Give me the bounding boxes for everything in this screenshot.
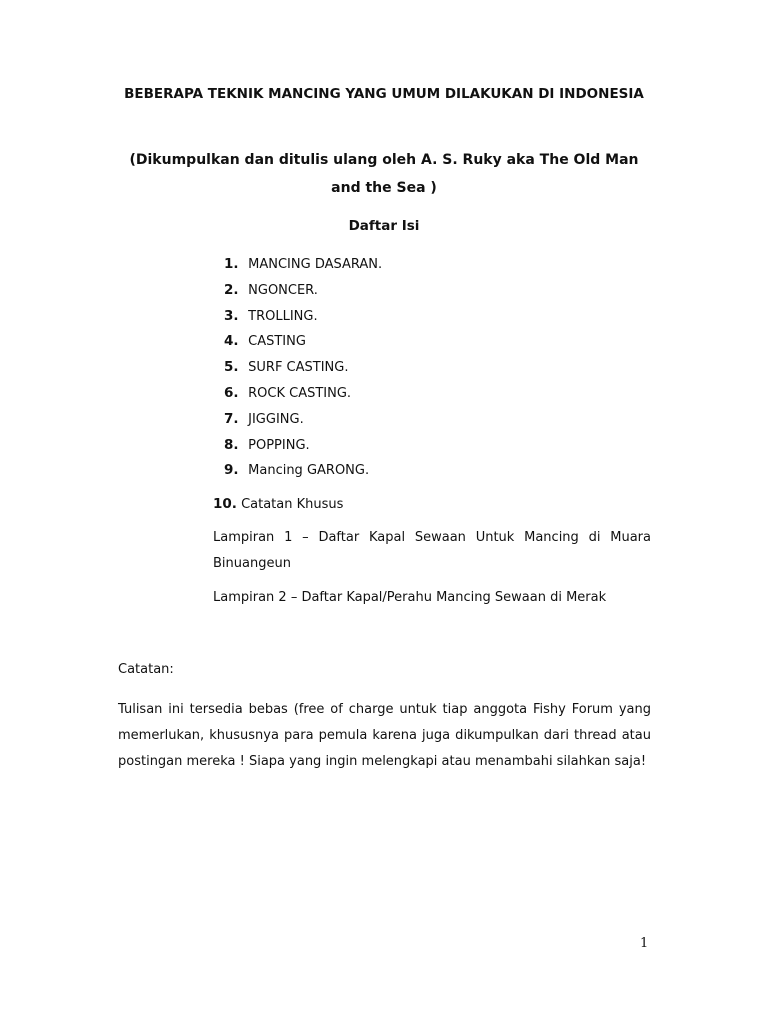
toc-item-number: 2. xyxy=(224,281,239,298)
toc-item xyxy=(224,458,382,484)
toc-item xyxy=(224,407,382,433)
toc-item-label: JIGGING. xyxy=(248,411,304,427)
toc-item-label: SURF CASTING. xyxy=(248,360,349,376)
toc-item-label: POPPING. xyxy=(248,437,310,453)
toc-item-number: 9. xyxy=(224,462,239,479)
toc-item-number: 1. xyxy=(224,256,239,272)
toc-item-number: 10. xyxy=(213,496,237,512)
toc-item-label: ROCK CASTING. xyxy=(248,385,352,401)
toc-item-label: CASTING xyxy=(248,334,306,350)
note-heading: Catatan: xyxy=(118,662,174,677)
toc-item xyxy=(224,355,382,381)
toc-item-label: Mancing GARONG. xyxy=(248,463,370,479)
appendix-item: Lampiran 2 – Daftar Kapal/Perahu Mancing Sewaan di Merak xyxy=(213,590,607,605)
appendix-item: Lampiran 1 – Daftar Kapal Sewaan Untuk Mancing di Muara Binuangeun xyxy=(213,530,651,571)
page-number: 1 xyxy=(640,936,649,951)
table-of-contents xyxy=(224,252,382,484)
document-title: BEBERAPA TEKNIK MANCING YANG UMUM DILAKUKAN DI INDONESIA xyxy=(124,86,644,102)
toc-item-label: TROLLING. xyxy=(248,308,318,324)
toc-item xyxy=(224,252,382,278)
toc-item-number: 8. xyxy=(224,436,239,453)
toc-item-number: 3. xyxy=(224,307,239,324)
toc-item xyxy=(213,491,343,518)
document-subtitle: (Dikumpulkan dan ditulis ulang oleh A. S. Ruky aka The Old Man and the Sea ) xyxy=(129,152,639,196)
toc-item-label: Catatan Khusus xyxy=(241,497,344,512)
toc-item xyxy=(224,278,382,304)
toc-heading: Daftar Isi xyxy=(348,218,420,234)
toc-item-label: NGONCER. xyxy=(248,282,318,298)
toc-item xyxy=(224,433,382,459)
toc-item-number: 4. xyxy=(224,333,239,350)
toc-item xyxy=(224,381,382,407)
toc-item xyxy=(224,329,382,355)
toc-item-label: MANCING DASARAN. xyxy=(248,257,383,272)
toc-item-number: 5. xyxy=(224,359,239,376)
note-body: Tulisan ini tersedia bebas (free of charge untuk tiap anggota Fishy Forum yang memerlukan, khususnya para pemula karena juga dikumpulkan dari thread atau postingan mereka ! Siapa yang ingin melengkapi atau menambahi silahkan saja! xyxy=(118,702,651,769)
toc-item-number: 7. xyxy=(224,410,239,427)
toc-item-number: 6. xyxy=(224,384,239,401)
toc-item xyxy=(224,304,382,330)
